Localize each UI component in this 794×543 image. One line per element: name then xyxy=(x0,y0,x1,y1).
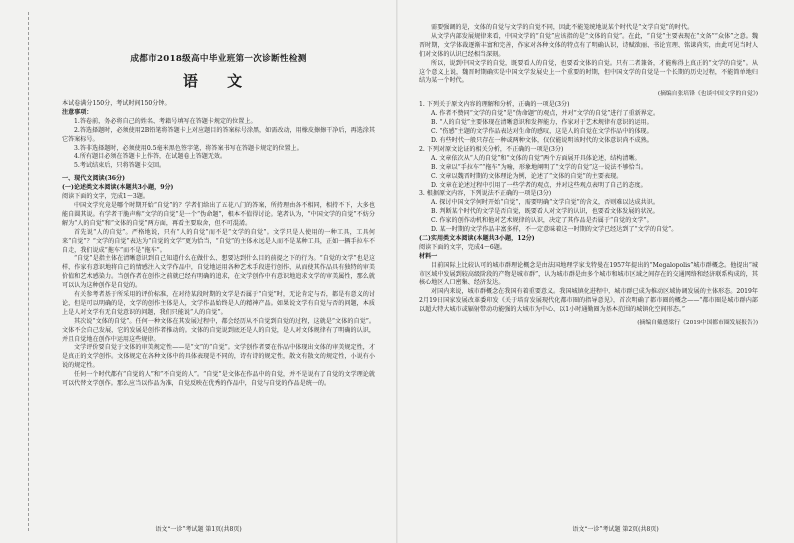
option-3d: D. 某一时期的文学作品丰富多样，不一定意味着这一时期的文学已经达到了“文学的自觉”。 xyxy=(431,226,678,234)
passage-paragraph: 从文学内部发展规律来看，中国文学的“自觉”应该指的是“文体的自觉”。在此，“自觉”主要表现在“文备”“众体”之意。魏晋时期，文学体裁逐渐丰富和完善，作家对各种文体的特点有了明确认识，诗赋欲丽、书论宜理、铭诔尚实，由此可见当时人们对文体的认识已经相当深刻。 xyxy=(419,32,758,58)
note-item: 4.所有题目必须在答题卡上作答，在试题卷上答题无效。 xyxy=(74,153,227,161)
option-1c: C. “伤感”主题的文学作品表达对生命的感叹，这是人的自觉在文学作品中的体现。 xyxy=(431,128,653,136)
option-1a: A. 作者不赞同“文学的自觉”是“伪命题”的观点，并对“文学的自觉”进行了重新界定。 xyxy=(431,110,660,118)
passage-paragraph: 其次说“文体的自觉”。任何一种文体在其发展过程中，都会经历从不自觉到自觉的过程，这就是“文体的自觉”。文体不会自己发展，它的发展是创作者推动的。文体的自觉说到底还是人的自觉，是人对文体规律有了明确的认识，并且自觉地在创作中运用这些规律。 xyxy=(62,317,375,343)
material-paragraph: 目前国际上比较认可的城市群理论概念是由法国地理学家戈特曼在1957年提出的“Megalopolis”城市群概念。他提出“城市区域中发展到较高级阶段的产物是城市群”，认为城市群是由多个城市和城市区域之间存在的交通网络和经济联系构成的，其核心地区人口密集、经济发达。 xyxy=(419,261,758,287)
option-3c: C. 作家的创作动机和他对艺术规律的认识，决定了其作品是否属于“自觉的文学”。 xyxy=(431,217,653,225)
reading-instruction: 阅读下面的文字，完成4～6题。 xyxy=(419,243,506,251)
section-heading: 一、现代文阅读(36分) xyxy=(62,175,125,183)
page-footer: 语文“一诊”考试题 第1页(共8页) xyxy=(155,526,242,533)
material-heading: 材料一 xyxy=(419,252,438,260)
note-item: 5.考试结束后，只将答题卡交回。 xyxy=(74,162,166,170)
option-2a: A. 文章依次从“人的自觉”和“文体的自觉”两个方面展开具体论述，结构清晰。 xyxy=(431,154,641,162)
subsection-heading: (二)实用类文本阅读(本题共3小题，12分) xyxy=(419,234,535,242)
note-item: 1.答卷前，务必将自己的姓名、考籍号填写在答题卡规定的位置上。 xyxy=(74,117,257,125)
passage-paragraph: 需要强调的是，文体的自觉与文学的自觉不同，因此不能笼统地说某个时代是“文学自觉”的时代。 xyxy=(431,24,694,31)
question-3: 3. 根据原文内容，下列说法不正确的一项是(3分) xyxy=(419,190,552,198)
passage-paragraph: 文学评价要自觉于文体的审美规定性——是“文”的“自觉”。文学创作者要在作品中体现出文体的审美规定性，才是真正的文学创作。文体规定在各种文体中的具体表现是不同的，诗有诗的规定性，散文有散文的规定性，小说有小说的规定性。 xyxy=(62,344,375,370)
passage-paragraph: 中国文学究竟是哪个时期开始“自觉”的？学者们给出了五花八门的答案，所持理由各不相同，相持不下，大多也能自圆其说。有学者干脆声称“文学的自觉”是一个“伪命题”，根本不值得讨论。笔者认为，“中国文学的自觉”不妨分解为“人的自觉”和“文体的自觉”两方面，再看主要取舍，但不可混淆。 xyxy=(62,201,375,227)
passage-paragraph: 所以，说到中国文学的自觉，既要看人的自觉，也要看文体的自觉。只有二者兼备，才能称得上真正的“文学的自觉”。从这个意义上说，魏晋时期确实是中国文学发展史上一个重要的时期，但中国文学的自觉是一个长期的历史过程，不能简单地归结为某一个时代。 xyxy=(419,59,758,85)
option-2c: C. 文章以魏晋时期的文体理论为例，论述了“文体的自觉”的主要表现。 xyxy=(431,172,623,180)
option-1d: D. 有些时代一般只存在一种或两种文体，仅仅能说明该时代的文体意识尚不成熟。 xyxy=(431,136,653,144)
note-item: 2.答选择题时，必须使用2B铅笔将答题卡上对应题目的答案标号涂黑，如需改动，用橡皮擦擦干净后，再选涂其它答案标号。 xyxy=(62,126,375,143)
question-2: 2. 下列对原文论证的相关分析，不正确的一项是(3分) xyxy=(419,145,564,153)
option-3b: B. 判断某个时代的文学是否自觉，既要看人对文学的认识，也要看文体发展的状况。 xyxy=(431,208,659,216)
material-paragraph: 对国内来说，城市群概念在我国有着重要意义。我国城镇化进程中，城市群已成为推动区域协调发展的主体形态。2019年2月19日国家发展改革委印发《关于培育发展现代化都市圈的指导意见》，首次明确了都市圈的概念——“都市圈是城市群内部以超大特大城市或辐射带动功能强的大城市为中心、以1小时通勤圈为基本范围的城镇化空间形态。” xyxy=(419,288,758,314)
passage-paragraph: “自觉”是指主体在清晰意识到自己知道什么在做什么、想要达到什么目的前提之下的行为。“自觉的文学”也是这样，作家有意识地将自己的情感注入文学作品中，自觉地运用各种艺术手段进行创作，从而使其作品具有独特的审美价值和艺术感染力。当创作者在创作之前就已经有明确的追求，在文学创作中有意识地追求文学的审美属性，那么就可以认为这种创作是自觉的。 xyxy=(62,255,375,290)
exam-page-2 xyxy=(397,0,794,543)
reading-instruction: 阅读下面的文字，完成1～3题。 xyxy=(62,193,149,201)
passage-paragraph: 任何一个时代都有“自觉的人”和“不自觉的人”。“自觉”是文体在作品中的自觉，并不是说有了自觉的文学理论就可以代替文学创作。那么应当以作品为准，自觉反映在优秀的作品中，自觉与自觉的作品是统一的。 xyxy=(62,371,375,388)
option-1b: B. “人的自觉”主要体现在清晰意识和发挥能力，作家对于艺术规律有意识的运用。 xyxy=(431,119,653,127)
option-2b: B. 文章以“手拉车”“拖车”为喻，形象地阐明了“文学的自觉”这一说法不够恰当。 xyxy=(431,163,647,171)
passage-paragraph: 有关参考者基于所采用的评价标准，在对待某段时期的文学是否属于“自觉”时，无论肯定与否，都是有意义的讨论，但是可以明确的是，文学的创作主体是人，文学作品始终是人的精神产品。如果说文学有自觉与否的问题，本质上是人对文学有无自觉意识的问题，我们只能说“人的自觉”。 xyxy=(62,291,375,316)
exam-title: 成都市2018级高中毕业班第一次诊断性检测 xyxy=(130,54,307,64)
option-2d: D. 文章在论述过程中引用了一些学者的观点，并对这些观点表明了自己的态度。 xyxy=(431,181,647,189)
passage-paragraph: 首先说“人的自觉”。严格地说，只有“人的自觉”而不是“文学的自觉”。文学只是人使用的一种工具，工具何来“自觉”？“文学的自觉”表达为“自觉的文学”更为恰当，“自觉”的主体永远是人而不是某种工具，正如一辆手拉车不自走，我们说成“拖车”而不是“拖车”。 xyxy=(62,228,375,254)
page-footer: 语文“一诊”考试题 第2页(共8页) xyxy=(572,526,659,533)
passage-source: (摘编自张培锋《也谈中国文学的自觉》) xyxy=(657,91,758,98)
subsection-heading: (一)论述类文本阅读(本题共3小题，9分) xyxy=(62,184,174,192)
option-3a: A. 探讨中国文学何时开始“自觉”，需要明确“文学自觉”的含义，否则难以达成共识。 xyxy=(431,199,659,207)
note-item: 3.答非选择题时，必须使用0.5毫米黑色签字笔，将答案书写在答题卡规定的位置上。 xyxy=(74,144,303,152)
notes-heading: 注意事项： xyxy=(62,108,93,116)
material-source: (摘编自戴德梁行《2019中国都市圈发展报告》) xyxy=(637,320,758,327)
exam-intro: 本试卷满分150分，考试时间150分钟。 xyxy=(62,100,171,107)
subject-heading: 语 文 xyxy=(182,72,255,90)
question-1: 1. 下列关于原文内容的理解和分析，正确的一项是(3分) xyxy=(419,101,570,109)
